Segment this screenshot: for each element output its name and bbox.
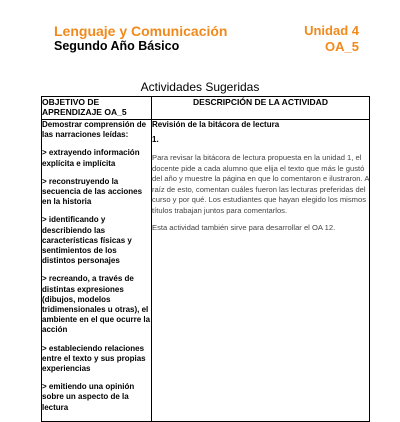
objective-intro: Demostrar comprensión de las narraciones leídas:	[42, 120, 147, 140]
objective-item: > recreando, a través de distintas expresiones (dibujos, modelos tridimensionales u otras), el ambiente en el que ocurre la acción	[42, 274, 151, 335]
objective-item: > emitiendo una opinión sobre un aspecto de la lectura	[42, 382, 135, 412]
activities-table	[41, 96, 370, 422]
activity-number: 1.	[152, 135, 159, 144]
description-column-header: DESCRIPCIÓN DE LA ACTIVIDAD	[152, 97, 370, 120]
activity-paragraph: Para revisar la bitácora de lectura propuesta en la unidad 1, el docente pide a cada alumno que elija el texto que más le gustó del año y muestre la página en que lo comentaron e ilustraron. A raíz de esto, comentan cuáles fueron las lecturas preferidas del curso y por qué. Los estudiantes que hayan elegido los mismos títulos trabajan juntos para comentarlos.	[152, 153, 369, 215]
section-title: Actividades Sugeridas	[140, 80, 260, 94]
objective-column-header: OBJETIVO DE APRENDIZAJE OA_5	[42, 97, 152, 120]
objective-cell	[42, 120, 152, 422]
objective-item: > estableciendo relaciones entre el texto y sus propias experiencias	[42, 343, 146, 374]
grade-label: Segundo Año Básico	[54, 39, 180, 53]
table-row	[42, 120, 370, 422]
description-cell	[152, 120, 370, 422]
objective-item: > reconstruyendo la secuencia de las acciones en la historia	[42, 176, 143, 207]
unit-label: Unidad 4	[304, 23, 359, 38]
document-header	[54, 23, 359, 54]
activity-title: Revisión de la bitácora de lectura	[152, 120, 280, 129]
objective-item: > extrayendo información explícita e implícita	[42, 148, 140, 168]
subject-title: Lenguaje y Comunicación	[54, 23, 228, 39]
oa-label: OA_5	[325, 39, 359, 54]
table-header-row	[42, 97, 370, 120]
activity-note: Esta actividad también sirve para desarrollar el OA 12.	[152, 222, 336, 232]
objective-item: > identificando y describiendo las características físicas y sentimientos de los distintos personajes	[42, 215, 132, 266]
